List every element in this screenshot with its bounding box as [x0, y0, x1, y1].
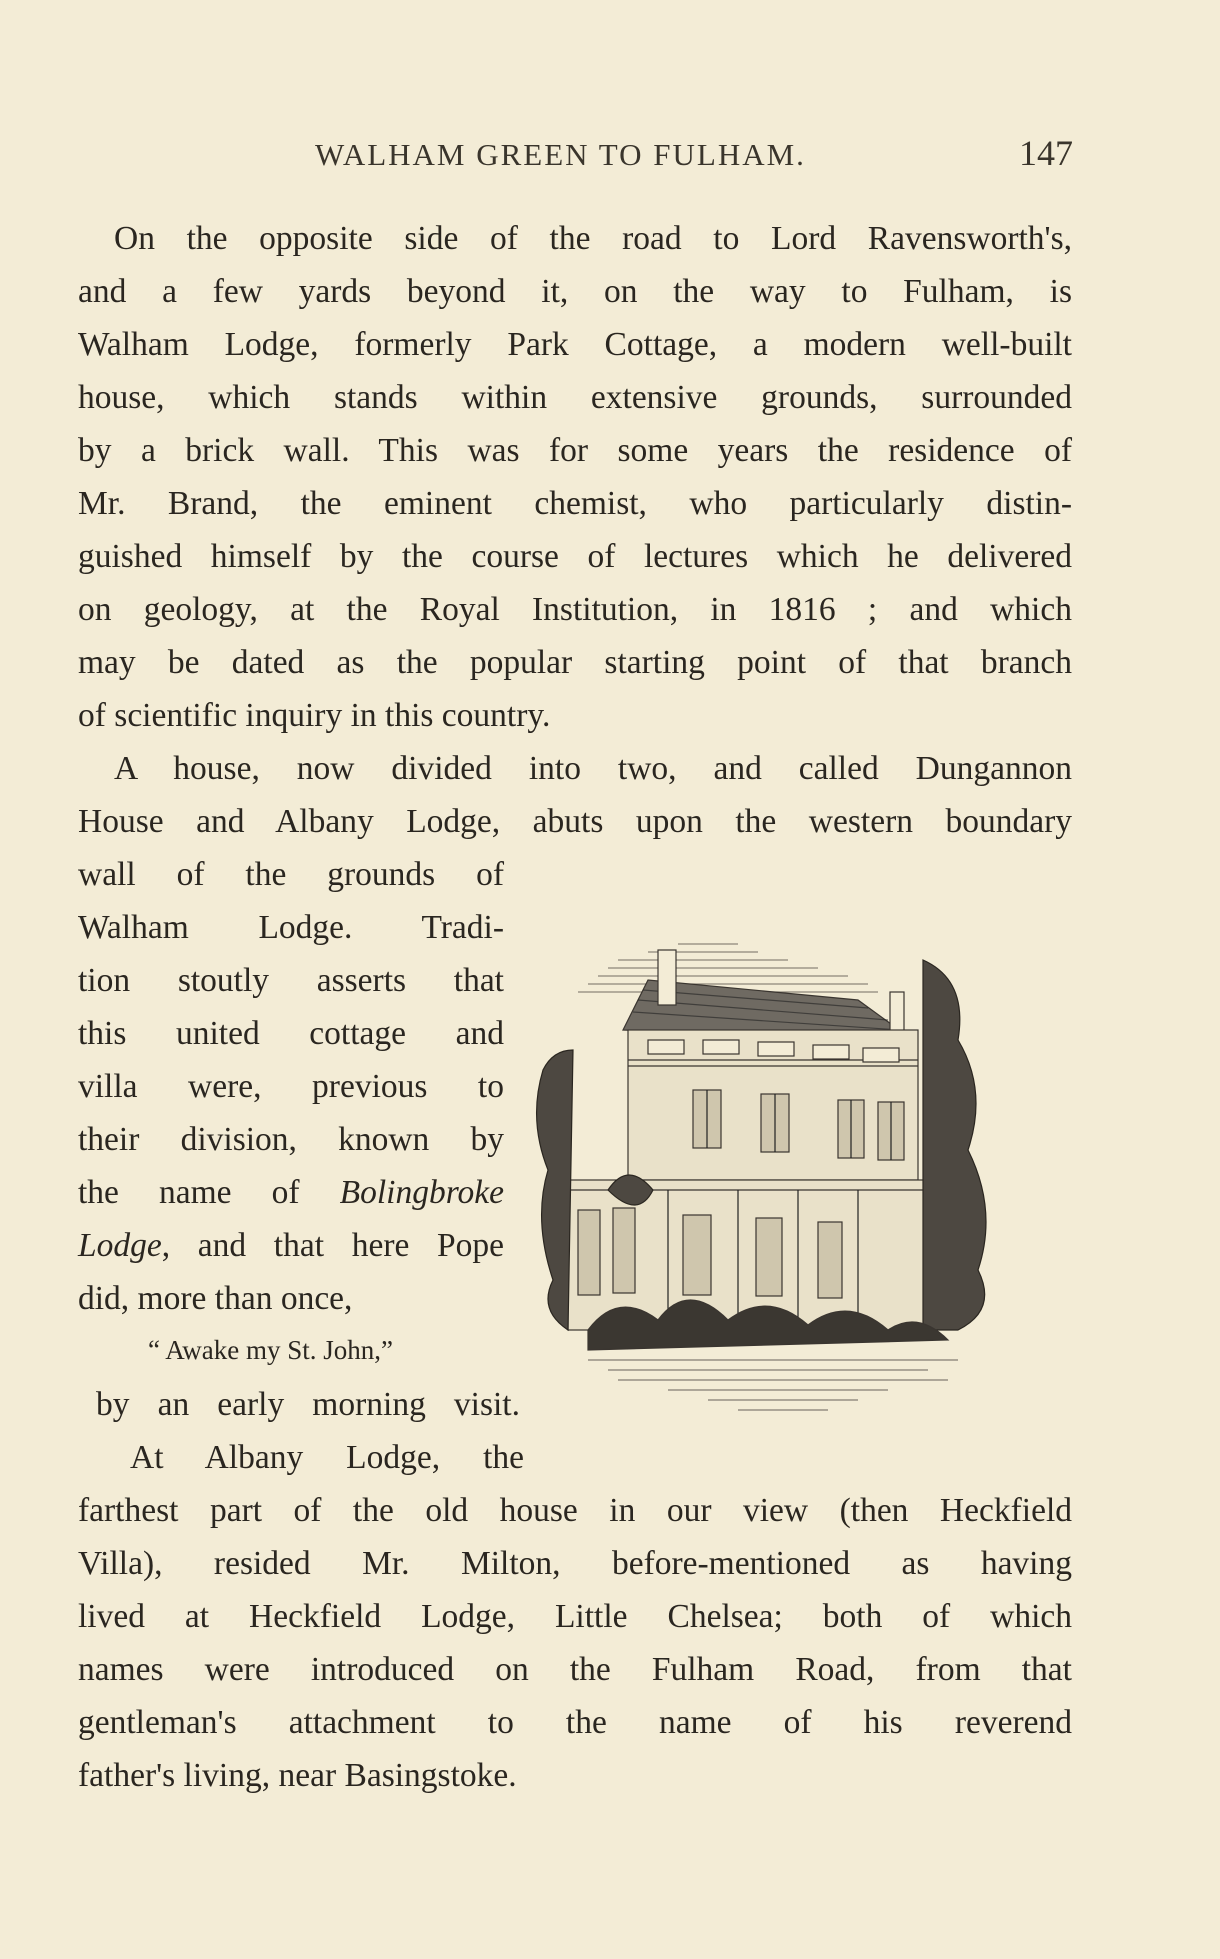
text-line: Walham Lodge. Tradi-	[78, 909, 504, 946]
text-line: father's living, near Basingstoke.	[78, 1757, 517, 1794]
text-line: farthest part of the old house in our view (then Heckfield	[78, 1492, 1072, 1529]
page-number: 147	[1019, 133, 1073, 173]
text-run: the name of	[78, 1174, 300, 1211]
text-line: A house, now divided into two, and called Dungannon	[114, 750, 1072, 787]
italic-name: Lodge	[78, 1227, 162, 1264]
text-line: this united cottage and	[78, 1015, 504, 1052]
text-line: their division, known by	[78, 1121, 504, 1158]
text-line: by a brick wall. This was for some years the residence of	[78, 432, 1072, 469]
text-line: House and Albany Lodge, abuts upon the western boundary	[78, 803, 1072, 840]
text-line: house, which stands within extensive grounds, surrounded	[78, 379, 1072, 416]
running-title: WALHAM GREEN TO FULHAM.	[315, 137, 806, 172]
text-line	[78, 1176, 504, 1210]
text-line: wall of the grounds of	[78, 856, 504, 893]
text-run: , and that here Pope	[161, 1227, 504, 1264]
text-line: Villa), resided Mr. Milton, before-mentioned as having	[78, 1545, 1072, 1582]
text-line: and a few yards beyond it, on the way to Fulham, is	[78, 273, 1072, 310]
text-line: At Albany Lodge, the	[130, 1439, 524, 1476]
italic-name: Bolingbroke	[339, 1174, 504, 1211]
text-line: gentleman's attachment to the name of his reverend	[78, 1704, 1072, 1741]
text-line	[78, 1229, 504, 1263]
text-line: guished himself by the course of lectures which he delivered	[78, 538, 1072, 575]
text-line: names were introduced on the Fulham Road, from that	[78, 1651, 1072, 1688]
ground-hatching	[588, 1360, 958, 1410]
sky-hatching	[578, 944, 878, 992]
text-line: tion stoutly asserts that	[78, 962, 504, 999]
house-engraving	[528, 890, 1068, 1435]
text-line: villa were, previous to	[78, 1068, 504, 1105]
text-line: did, more than once,	[78, 1280, 353, 1317]
running-header	[315, 132, 1073, 174]
text-line: may be dated as the popular starting point of that branch	[78, 644, 1072, 681]
text-line: On the opposite side of the road to Lord Ravensworth's,	[114, 220, 1072, 257]
text-line: by an early morning visit.	[96, 1386, 520, 1423]
text-line: Mr. Brand, the eminent chemist, who particularly distin-	[78, 485, 1072, 522]
text-line: of scientific inquiry in this country.	[78, 697, 551, 734]
text-line: lived at Heckfield Lodge, Little Chelsea; both of which	[78, 1598, 1072, 1635]
text-line: on geology, at the Royal Institution, in 1816 ; and which	[78, 591, 1072, 628]
text-line: Walham Lodge, formerly Park Cottage, a modern well-built	[78, 326, 1072, 363]
verse-quote: “ Awake my St. John,”	[148, 1335, 393, 1365]
